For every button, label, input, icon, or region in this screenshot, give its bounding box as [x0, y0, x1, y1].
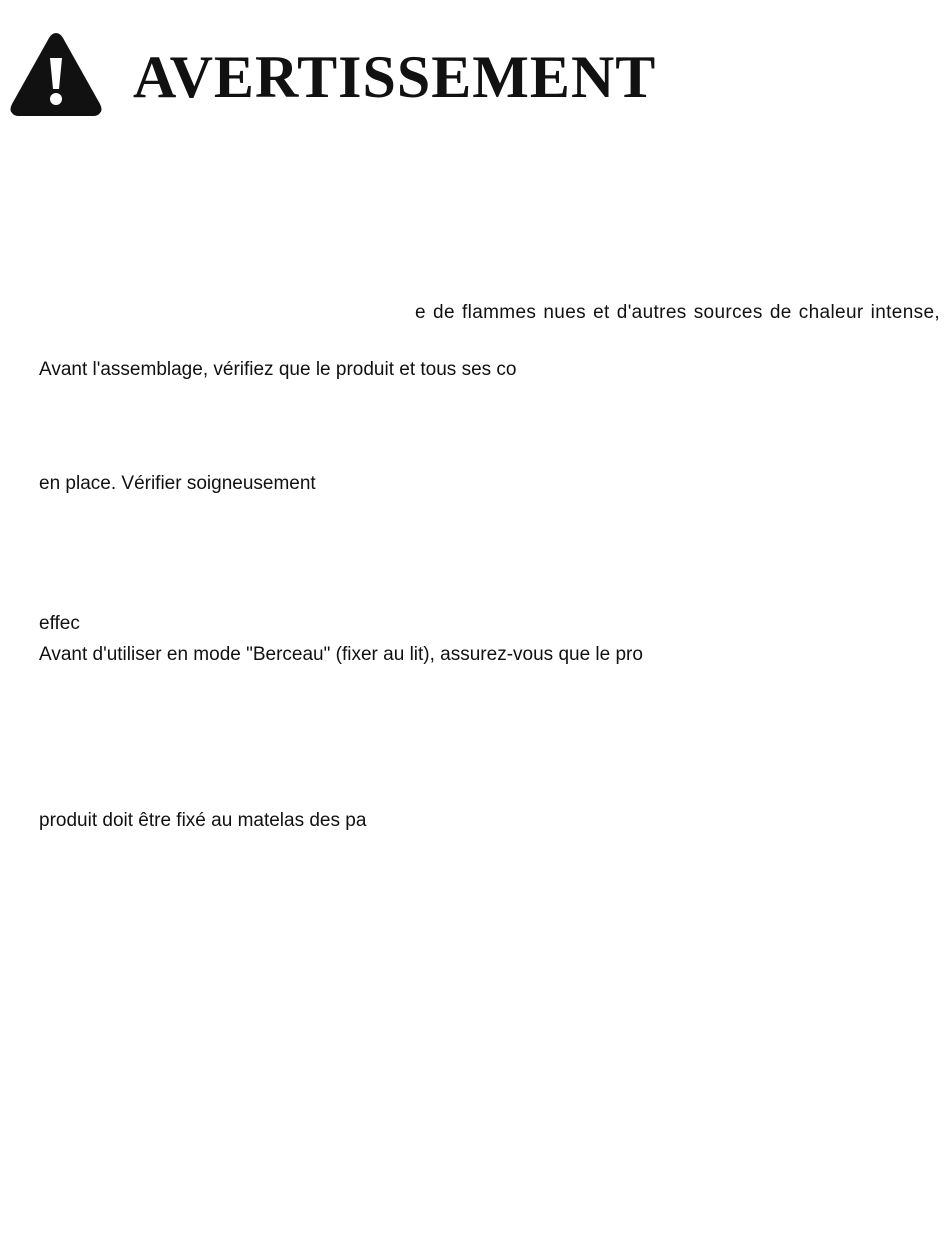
text-line: en place. Vérifier soigneusement: [39, 473, 316, 494]
text-line: e de flammes nues et d'autres sources de chaleur intense,: [415, 302, 941, 323]
text-line: Avant l'assemblage, vérifiez que le produit et tous ses co: [39, 359, 517, 380]
page-title: AVERTISSEMENT: [133, 44, 657, 110]
warning-triangle-icon: [8, 30, 104, 118]
text-line: Avant d'utiliser en mode "Berceau" (fixer au lit), assurez-vous que le pro: [39, 644, 643, 665]
text-line: effec: [39, 613, 80, 634]
text-line: produit doit être fixé au matelas des pa: [39, 810, 367, 831]
